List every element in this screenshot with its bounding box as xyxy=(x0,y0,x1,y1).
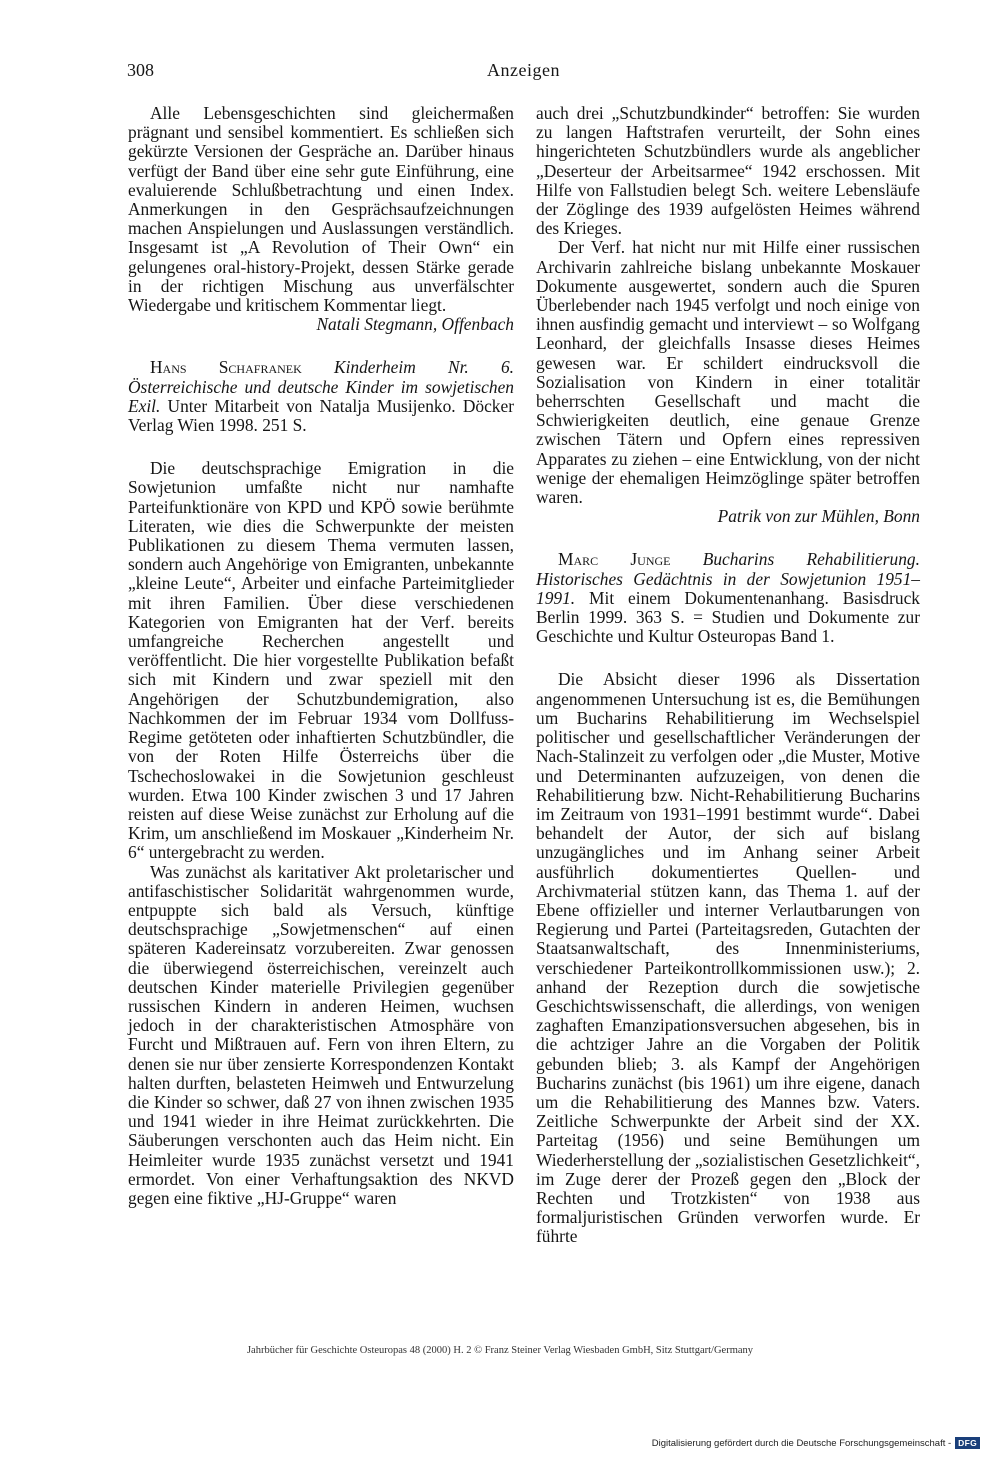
right-column xyxy=(536,104,920,1247)
review2-paragraph-2-continued: auch drei „Schutzbundkinder“ betroffen: Sie wurden zu langen Haftstrafen verurteilt, der Sohn eines hingerichteten Schutzbündlers wurde als angeblicher „Deserteur der Arbeitsarmee“ 1942 erschossen. Mit Hilfe von Fallstudien belegt Sch. weitere Lebensläufe der Zöglinge des 1939 aufgelösten Heimes während des Krieges. xyxy=(536,103,920,239)
review3-title: Bucharins Rehabilitierung. Historisches Gedächtnis in der Sowjetunion 1951–1991. xyxy=(536,549,920,608)
journal-footer: Jahrbücher für Geschichte Osteuropas 48 (2000) H. 2 © Franz Steiner Verlag Wiesbaden GmbH, Sitz Stuttgart/Germany xyxy=(246,1345,754,1356)
review2-citation xyxy=(128,358,514,435)
review1-signature: Natali Stegmann, Offenbach xyxy=(316,314,514,335)
page-number: 308 xyxy=(127,60,154,80)
review3-citation xyxy=(536,550,920,646)
review3-author: Marc Junge xyxy=(558,549,671,570)
review2-paragraph-1: Die deutschsprachige Emigration in die Sowjetunion umfaßte nicht nur namhafte Parteifunktionäre von KPD und KPÖ sowie berühmte Literaten, wie dies die Schwerpunkte der meisten Publikationen zu diesem Thema vermuten lassen, sondern auch Angehörige von Emigranten, unbekannte „kleine Leute“, Arbeiter und einfache Parteimitglieder mit ihren Familien. Über diese verschiedenen Kategorien von Emigranten hat der Verf. bereits umfangreiche Recherchen angestellt und veröffentlicht. Die hier vorgestellte Publikation befaßt sich mit Kindern und zwar speziell mit den Angehörigen der Schutzbundemigration, also Nachkommen der im Februar 1934 vom Dollfuss-Regime getöteten oder inhaftierten Schutzbündler, die von der Roten Hilfe Österreichs über die Tschechoslowakei in die Sowjetunion geschleust wurden. Etwa 100 Kinder zwischen 3 und 17 Jahren reisten auf diese Weise zunächst zur Erholung auf die Krim, um anschließend im Moskauer „Kinderheim Nr. 6“ untergebracht zu werden. xyxy=(128,458,514,863)
dfg-logo: DFG xyxy=(955,1437,980,1449)
review3-paragraph-1: Die Absicht dieser 1996 als Dissertation angenommenen Untersuchung ist es, die Bemühungen um Bucharins Rehabilitierung im Wechselspiel politischer und gesellschaftlicher Veränderungen der Nach-Stalinzeit zu verfolgen oder „die Muster, Motive und Determinanten aufzuzeigen, von denen die Rehabilitierung bzw. Nicht-Rehabilitierung Bucharins im Zeitraum von 1931–1991 bestimmt wurde“. Dabei behandelt der Autor, der sich auf bislang unzugängliches und im Anhang seiner Arbeit ausführlich dokumentiertes Quellen- und Archivmaterial stützen kann, das Thema 1. auf der Ebene offizieller und interner Verlautbarungen von Regierung und Partei (Parteitagsreden, Gutachten der Staatsanwaltschaft, des Innenministeriums, verschiedener Parteikontrollkommissionen usw.); 2. anhand der Rezeption durch die sowjetische Geschichtswissenschaft, die allerdings, von wenigen zaghaften Emanzipationsversuchen abgesehen, bis in die achtziger Jahre an die Vorgaben der Politik gebunden blieb; 3. als Kampf der Angehörigen Bucharins zunächst (bis 1961) um ihre eigene, danach um die Rehabilitierung des Mannes bzw. Vaters. Zeitliche Schwerpunkte der Arbeit sind der XX. Parteitag (1956) und seine Bemühungen um Wiederherstellung der „sozialistischen Gesetzlichkeit“, im Zuge derer der Prozeß gegen den „Block der Rechten und Trotzkisten“ von 1938 aus formaljuristischen Gründen verworfen wurde. Er führte xyxy=(536,669,920,1247)
review2-signature: Patrik von zur Mühlen, Bonn xyxy=(717,506,920,527)
credit-text: Digitalisierung gefördert durch die Deutsche Forschungsgemeinschaft - xyxy=(651,1437,952,1449)
left-column xyxy=(128,104,514,1208)
review2-title: Kinderheim Nr. 6. Österreichische und deutsche Kinder im sowjetischen Exil. xyxy=(128,357,514,416)
review2-author: Hans Schafranek xyxy=(150,357,302,378)
review1-text: Alle Lebensgeschichten sind gleichermaßen prägnant und sensibel kommentiert. Es schließen sich gekürzte Versionen der Gespräche an. Darüber hinaus verfügt der Band über eine sehr gute Einführung, eine evaluierende Schlußbetrachtung und einen Index. Anmerkungen in den Gesprächsaufzeichnungen machen Anspielungen und Auslassungen verständlich. Insgesamt ist „A Revolution of Their Own“ ein gelungenes oral-history-Projekt, dessen Stärke gerade in der richtigen Mischung aus unverfälschter Wiedergabe und kritischem Kommentar liegt. xyxy=(128,103,514,316)
review2-paragraph-3: Der Verf. hat nicht nur mit Hilfe einer russischen Archivarin zahlreiche bislang unbekannte Moskauer Dokumente ausgewertet, sondern auch die Spuren Überlebender nach 1945 verfolgt und noch einige von ihnen ausfindig gemacht und interviewt – so Wolfgang Leonhard, der gleichfalls Insasse dieses Heimes gewesen war. Er schildert eindrucksvoll die Sozialisation von Kindern in einer totalitär beherrschten Gesellschaft und macht die Schwierigkeiten deutlich, eine genaue Grenze zwischen Tätern und Opfern eines repressiven Apparates zu ziehen – eine Entwicklung, von der nicht wenige der ehemaligen Heimzöglinge später betroffen waren. xyxy=(536,237,920,508)
review3-details: Mit einem Dokumentenanhang. Basisdruck Berlin 1999. 363 S. = Studien und Dokumente zur Geschichte und Kultur Osteuropas Band 1. xyxy=(536,587,920,647)
review2-details: Unter Mitarbeit von Natalja Musijenko. Döcker Verlag Wien 1998. 251 S. xyxy=(128,395,514,436)
digitization-credit xyxy=(652,1437,980,1449)
section-title: Anzeigen xyxy=(487,60,560,80)
review2-paragraph-2: Was zunächst als karitativer Akt proletarischer und antifaschistischer Solidarität wahrgenommen wurde, entpuppte sich bald als Versuch, künftige deutschsprachige „Sowjetmenschen“ auf einen späteren Kadereinsatz vorzubereiten. Zwar genossen die überwiegend österreichischen, vereinzelt auch deutschen Kinder materielle Privilegien gegenüber russischen Kindern in anderen Heimen, wuchsen jedoch in der charakteristischen Atmosphäre von Furcht und Mißtrauen auf. Fern von ihren Eltern, zu denen sie nur über zensierte Korrespondenzen Kontakt halten durften, belasteten Heimweh und Entwurzelung die Kinder so schwer, daß 27 von ihnen zwischen 1935 und 1941 wieder in ihre Heimat zurückkehrten. Die Säuberungen verschonten auch das Heim nicht. Ein Heimleiter wurde 1935 zunächst versetzt und 1941 ermordet. Von einer Verhaftungsaktion des NKVD gegen eine fiktive „HJ-Gruppe“ waren xyxy=(128,861,514,1208)
